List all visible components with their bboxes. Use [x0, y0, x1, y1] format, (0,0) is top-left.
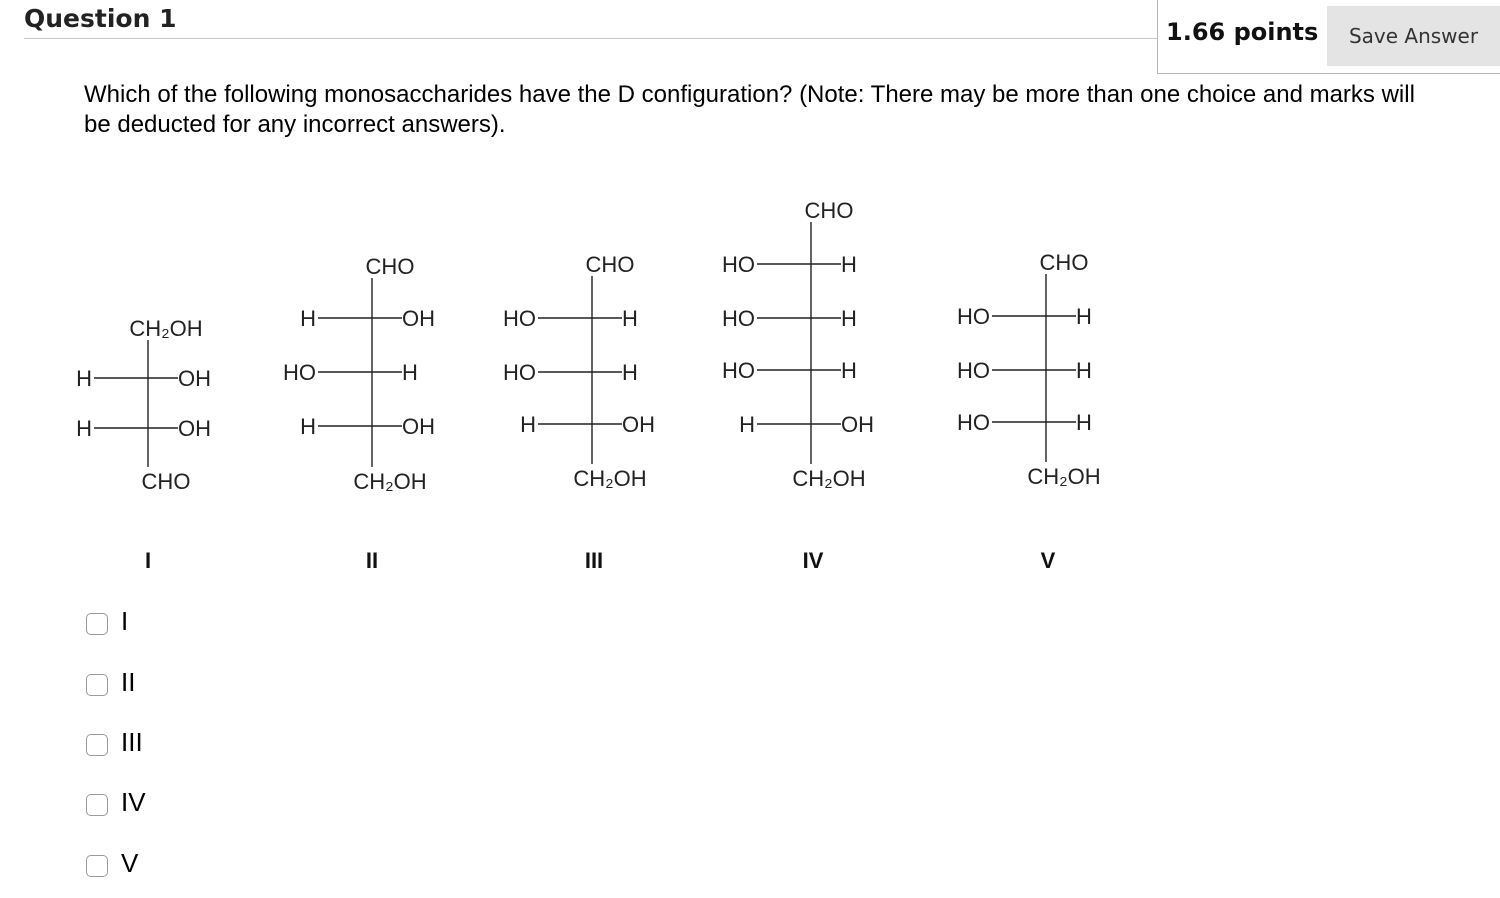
left-substituent-label: HO — [722, 252, 755, 277]
top-group-label: CHO — [1039, 250, 1089, 275]
left-substituent-label: HO — [957, 358, 990, 383]
bottom-group-label: CH₂OH — [1027, 464, 1101, 489]
left-substituent-label: H — [739, 412, 755, 437]
right-substituent-label: H — [1076, 304, 1092, 329]
choice-checkbox[interactable] — [86, 734, 108, 756]
bottom-group-label: CH₂OH — [792, 466, 866, 491]
choice-checkbox[interactable] — [86, 855, 108, 877]
choice-label: IV — [121, 786, 146, 817]
bottom-group-label: CH₂OH — [573, 466, 647, 491]
left-substituent-label: HO — [957, 304, 990, 329]
choice-label: V — [121, 847, 139, 878]
choice-label: II — [121, 666, 136, 697]
choice-iii[interactable] — [86, 727, 143, 757]
right-substituent-label: H — [1076, 358, 1092, 383]
right-substituent-label: H — [841, 306, 857, 331]
right-substituent-label: H — [1076, 410, 1092, 435]
choice-iv[interactable] — [86, 787, 146, 817]
right-substituent-label: H — [841, 252, 857, 277]
fischer-structure-IV — [722, 198, 874, 573]
bottom-group-label: CH₂OH — [353, 469, 427, 494]
left-substituent-label: HO — [283, 360, 316, 385]
left-substituent-label: HO — [503, 360, 536, 385]
structure-numeral: II — [365, 548, 379, 573]
top-group-label: CHO — [585, 252, 635, 277]
top-group-label: CHO — [365, 254, 415, 279]
structure-numeral: III — [584, 548, 604, 573]
top-group-label: CH₂OH — [129, 316, 203, 341]
right-substituent-label: OH — [402, 306, 435, 331]
right-substituent-label: H — [622, 360, 638, 385]
choice-checkbox[interactable] — [86, 613, 108, 635]
right-substituent-label: OH — [841, 412, 874, 437]
left-substituent-label: H — [300, 306, 316, 331]
left-substituent-label: HO — [503, 306, 536, 331]
fischer-structure-I — [76, 316, 211, 573]
structure-numeral: IV — [802, 548, 824, 573]
right-substituent-label: H — [841, 358, 857, 383]
choice-checkbox[interactable] — [86, 674, 108, 696]
choice-checkbox[interactable] — [86, 794, 108, 816]
left-substituent-label: H — [300, 414, 316, 439]
fischer-structure-III — [503, 252, 655, 573]
bottom-group-label: CHO — [141, 469, 191, 494]
choice-v[interactable] — [86, 848, 138, 878]
left-substituent-label: H — [76, 416, 92, 441]
choice-ii[interactable] — [86, 667, 135, 697]
left-substituent-label: H — [520, 412, 536, 437]
points-value: 1.66 points — [1166, 18, 1319, 46]
left-substituent-label: HO — [722, 358, 755, 383]
choice-i[interactable] — [86, 606, 128, 636]
fischer-structure-II — [283, 254, 435, 573]
question-prompt: Which of the following monosaccharides have the D configuration? (Note: There may be more than one choice and marks will be deducted for any incorrect answers). — [84, 81, 1415, 138]
left-substituent-label: HO — [957, 410, 990, 435]
structure-numeral: I — [144, 548, 152, 573]
left-substituent-label: H — [76, 366, 92, 391]
right-substituent-label: OH — [402, 414, 435, 439]
choice-label: I — [121, 605, 129, 636]
right-substituent-label: OH — [622, 412, 655, 437]
right-substituent-label: OH — [178, 416, 211, 441]
choice-label: III — [121, 726, 143, 757]
question-title: Question 1 — [24, 4, 177, 33]
left-substituent-label: HO — [722, 306, 755, 331]
fischer-structure-V — [957, 250, 1101, 573]
structure-numeral: V — [1040, 548, 1056, 573]
right-substituent-label: OH — [178, 366, 211, 391]
right-substituent-label: H — [402, 360, 418, 385]
save-answer-button[interactable]: Save Answer — [1327, 6, 1500, 66]
top-group-label: CHO — [804, 198, 854, 223]
right-substituent-label: H — [622, 306, 638, 331]
